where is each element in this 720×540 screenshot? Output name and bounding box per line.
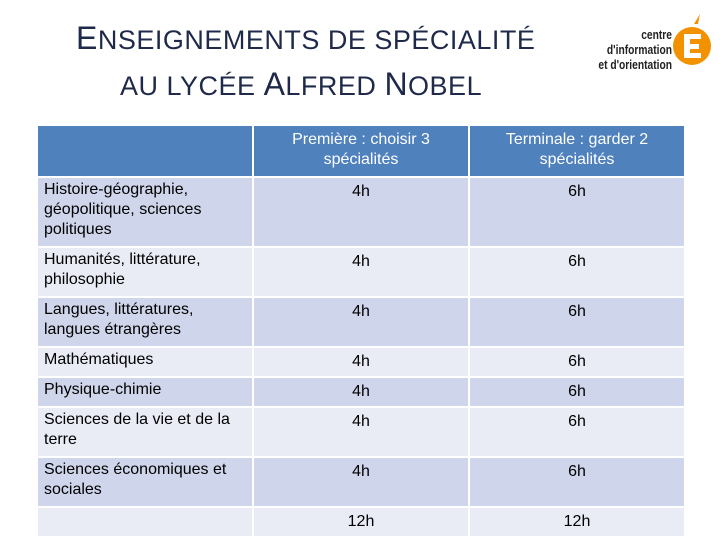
header-subject (37, 125, 253, 177)
header-terminale: Terminale : garder 2 spécialités (469, 125, 685, 177)
total-premiere-hours: 12h (253, 507, 469, 537)
total-label (37, 507, 253, 537)
row-subject: Sciences économiques et sociales (37, 457, 253, 507)
row-terminale-hours: 6h (469, 297, 685, 347)
cio-logo-line-1: centre d'information (606, 28, 672, 57)
row-subject: Mathématiques (37, 347, 253, 377)
table-row (37, 297, 685, 347)
table-header-row (37, 125, 685, 177)
title-line-2-initial-n: N (384, 66, 409, 102)
table-row (37, 177, 685, 247)
row-terminale-hours: 6h (469, 407, 685, 457)
row-subject: Physique-chimie (37, 377, 253, 407)
cio-logo (574, 12, 714, 72)
row-terminale-hours: 6h (469, 457, 685, 507)
title-line-2 (120, 66, 482, 103)
specialties-table (36, 124, 686, 538)
row-subject: Sciences de la vie et de la terre (37, 407, 253, 457)
row-premiere-hours: 4h (253, 297, 469, 347)
table-row (37, 377, 685, 407)
row-premiere-hours: 4h (253, 177, 469, 247)
table-row (37, 347, 685, 377)
row-terminale-hours: 6h (469, 177, 685, 247)
cio-logo-text (592, 28, 672, 73)
title-line-2-part-b: LFRED (285, 71, 385, 101)
row-terminale-hours: 6h (469, 377, 685, 407)
cio-logo-line-2: et d'orientation (598, 58, 672, 72)
title-line-2-part-a: AU LYCÉE (120, 71, 264, 101)
title-line-1-rest: NSEIGNEMENTS DE SPÉCIALITÉ (97, 25, 536, 55)
row-premiere-hours: 4h (253, 407, 469, 457)
total-terminale-hours: 12h (469, 507, 685, 537)
row-subject: Langues, littératures, langues étrangères (37, 297, 253, 347)
row-premiere-hours: 4h (253, 247, 469, 297)
title-line-2-part-c: OBEL (408, 71, 483, 101)
row-subject: Humanités, littérature, philosophie (37, 247, 253, 297)
header-premiere: Première : choisir 3 spécialités (253, 125, 469, 177)
row-premiere-hours: 4h (253, 457, 469, 507)
row-premiere-hours: 4h (253, 347, 469, 377)
row-subject: Histoire-géographie, géopolitique, sciences politiques (37, 177, 253, 247)
row-premiere-hours: 4h (253, 377, 469, 407)
title-line-1-initial: E (76, 20, 98, 56)
row-terminale-hours: 6h (469, 347, 685, 377)
table-row (37, 407, 685, 457)
title-line-1 (76, 20, 535, 57)
table-row (37, 247, 685, 297)
title-line-2-initial-a: A (263, 66, 286, 102)
table-row (37, 457, 685, 507)
row-terminale-hours: 6h (469, 247, 685, 297)
table-total-row (37, 507, 685, 537)
cio-e-icon (670, 12, 714, 68)
